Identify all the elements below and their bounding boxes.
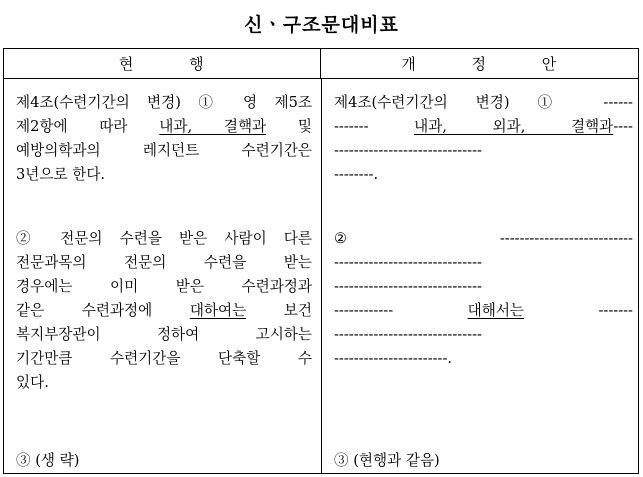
- header-current: 현 행: [4, 49, 321, 79]
- underlined-amendment: 내과, 외과, 결핵과: [414, 118, 614, 135]
- header-revised: 개 정 안: [321, 49, 638, 79]
- current-paragraph-1: 제4조(수련기간의 변경) ① 영 제5조 제2항에 따라 내과, 결핵과 및 예방의학과의 레지던트 수련기간은 3년으로 한다.: [16, 94, 312, 183]
- revised-paragraph-2: ② --------------------------- ------------------------------ ------------------------------ ------------ 대해서는 ------- ------------------------------ -----------------------.: [334, 230, 633, 367]
- underlined-amendment: 대하여는: [189, 302, 247, 319]
- current-paragraph-3: ③ (생 략): [16, 452, 80, 469]
- page-title: 신ㆍ구조문대비표: [244, 14, 399, 36]
- current-paragraph-2: ② 전문의 수련을 받은 사람이 다른 전문과목의 전문의 수련을 받는 경우에는 이미 받은 수련과정과 같은 수련과정에 대하여는 보건 복지부장관이 정하여 고시하는 기간만큼 수련기간을 단축할 수 있다.: [16, 230, 312, 391]
- revised-paragraph-1: 제4조(수련기간의 변경) ① ------ ------- 내과, 외과, 결핵과---- ------------------------------ --------.: [334, 94, 633, 183]
- column-divider: [321, 79, 322, 473]
- revised-paragraph-3: ③ (현행과 같음): [334, 452, 440, 469]
- comparison-table: [3, 48, 639, 474]
- underlined-amendment: 내과, 결핵과: [159, 118, 267, 135]
- underlined-amendment: 대해서는: [467, 302, 525, 319]
